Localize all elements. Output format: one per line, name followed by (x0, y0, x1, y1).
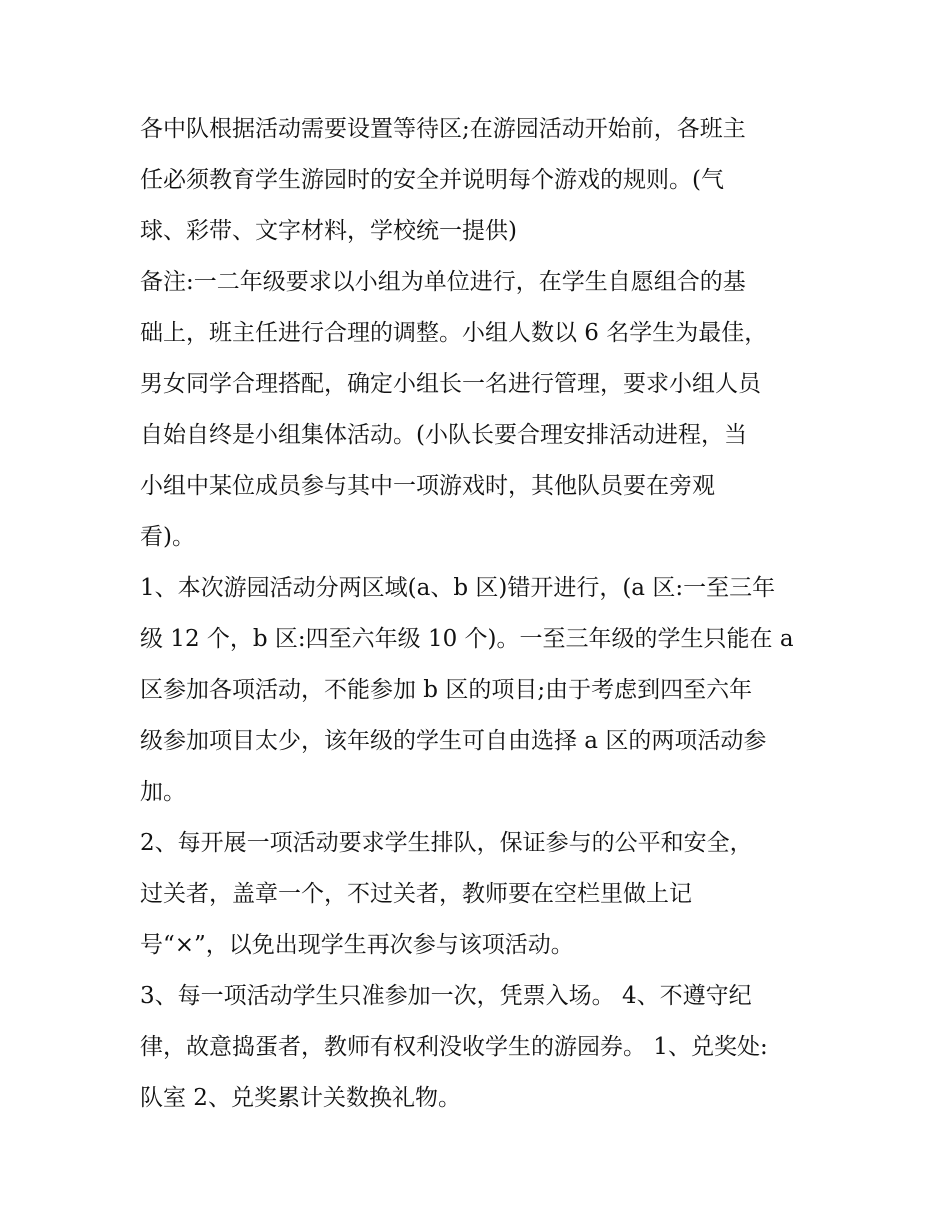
text-line: 任必须教育学生游园时的安全并说明每个游戏的规则。(气 (140, 167, 724, 193)
text-line: 球、彩带、文字材料，学校统一提供) (140, 218, 517, 244)
text-line: 男女同学合理搭配，确定小组长一名进行管理，要求小组人员 (140, 371, 761, 397)
text-line: 3、每一项活动学生只准参加一次，凭票入场。 4、不遵守纪 (140, 983, 752, 1009)
text-line: 队室 2、兑奖累计关数换礼物。 (140, 1085, 461, 1111)
text-line: 看)。 (140, 524, 195, 550)
text-line: 区参加各项活动，不能参加 b 区的项目;由于考虑到四至六年 (140, 677, 753, 703)
text-line: 级参加项目太少，该年级的学生可自由选择 a 区的两项活动参 (140, 728, 767, 754)
text-line: 础上，班主任进行合理的调整。小组人数以 6 名学生为最佳， (140, 320, 768, 346)
text-line: 自始自终是小组集体活动。(小队长要合理安排活动进程，当 (140, 422, 747, 448)
text-line: 级 12 个，b 区:四至六年级 10 个)。一至三年级的学生只能在 a (140, 626, 794, 652)
text-line: 小组中某位成员参与其中一项游戏时，其他队员要在旁观 (140, 473, 715, 499)
text-line: 号“×”，以免出现学生再次参与该项活动。 (140, 932, 574, 958)
text-line: 各中队根据活动需要设置等待区;在游园活动开始前，各班主 (140, 116, 746, 142)
text-line: 备注:一二年级要求以小组为单位进行，在学生自愿组合的基 (140, 269, 746, 295)
text-line: 2、每开展一项活动要求学生排队，保证参与的公平和安全， (140, 830, 753, 856)
text-line: 律，故意捣蛋者，教师有权利没收学生的游园券。 1、兑奖处: (140, 1034, 768, 1060)
text-line: 加。 (140, 779, 186, 805)
text-line: 1、本次游园活动分两区域(a、b 区)错开进行，(a 区:一至三年 (140, 575, 776, 601)
document-body (140, 104, 820, 1124)
text-line: 过关者，盖章一个，不过关者，教师要在空栏里做上记 (140, 881, 692, 907)
